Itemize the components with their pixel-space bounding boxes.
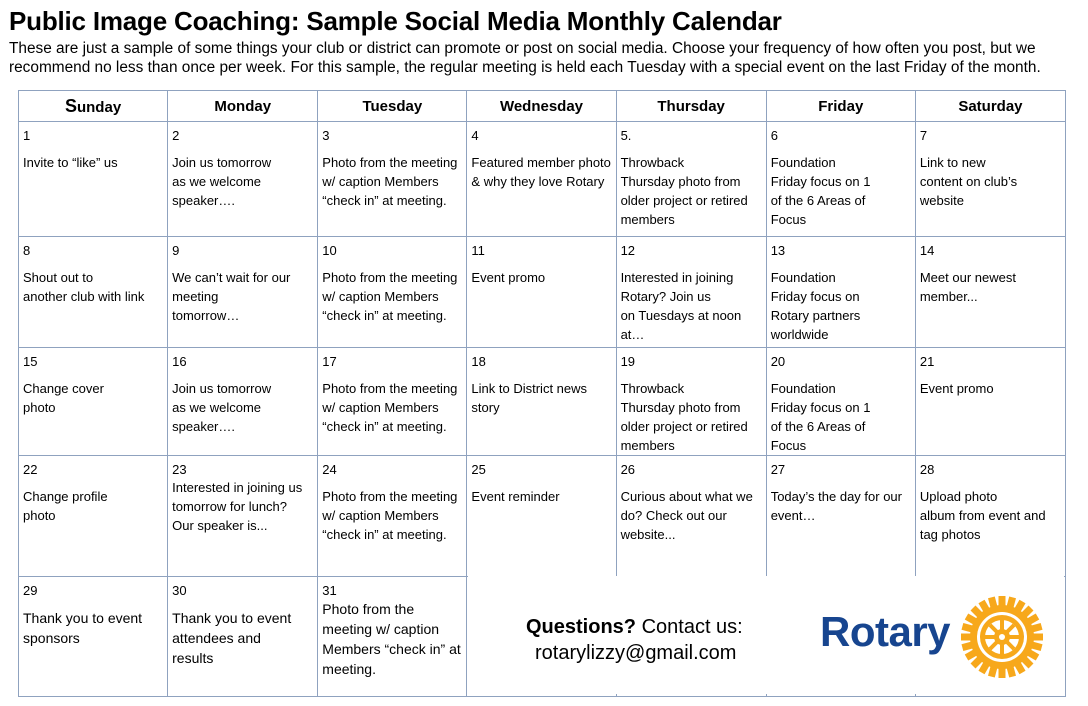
day-number: 15 [23, 354, 38, 369]
day-note: Thank you to event sponsors [23, 610, 143, 646]
day-note: Foundation Friday focus on Rotary partners worldwide [770, 270, 861, 342]
contact-line [526, 616, 743, 639]
day-number: 28 [919, 462, 935, 477]
day-number: 26 [620, 462, 636, 477]
day-number: 2 [172, 128, 180, 143]
day-cell-19 [616, 348, 766, 456]
rotary-wordmark: Rotary [820, 608, 951, 655]
day-number: 1 [23, 128, 31, 143]
day-cell-28 [915, 456, 1065, 577]
day-number: 16 [172, 354, 187, 369]
day-note: Foundation Friday focus on 1 of the 6 Areas of Focus [770, 381, 871, 453]
day-cell-1 [19, 122, 168, 237]
day-number: 22 [23, 462, 38, 477]
day-number: 14 [919, 243, 935, 258]
day-number: 24 [322, 462, 337, 477]
page-title: Public Image Coaching: Sample Social Media Monthly Calendar [9, 6, 782, 36]
day-number: 4 [471, 128, 479, 143]
day-number: 21 [919, 354, 935, 369]
day-note: Featured member photo & why they love Rotary [471, 155, 611, 189]
header-monday: Monday [168, 91, 318, 122]
day-number: 7 [919, 128, 928, 143]
day-note: Photo from the meeting w/ caption Members “check in” at meeting. [322, 155, 458, 208]
day-note: Photo from the meeting w/ caption Members “check in” at meeting. [322, 270, 458, 323]
day-cell-6 [766, 122, 915, 237]
day-cell-15 [19, 348, 168, 456]
day-cell-27 [766, 456, 915, 577]
day-note: Meet our newest member... [919, 270, 1016, 304]
day-cell-30 [168, 577, 318, 697]
day-cell-29 [19, 577, 168, 697]
header-friday: Friday [766, 91, 915, 122]
day-note: Link to new content on club’s website [919, 155, 1018, 208]
day-cell-21 [915, 348, 1065, 456]
day-note: Join us tomorrow as we welcome speaker…. [172, 381, 272, 434]
day-cell-18 [467, 348, 616, 456]
day-note: Interested in joining us tomorrow for lunch? Our speaker is... [172, 480, 303, 533]
day-note: Today’s the day for our event… [770, 489, 902, 523]
day-cell-9 [168, 237, 318, 348]
day-number: 5. [620, 128, 632, 143]
header-saturday: Saturday [915, 91, 1065, 122]
day-cell-4 [467, 122, 616, 237]
day-note: Photo from the meeting w/ caption Members “check in” at meeting. [322, 601, 461, 677]
day-cell-13 [766, 237, 915, 348]
day-number: 30 [172, 583, 187, 598]
day-note: Photo from the meeting w/ caption Members “check in” at meeting. [322, 381, 458, 434]
week-row-1 [19, 122, 1066, 237]
day-note: Shout out to another club with link [23, 270, 145, 304]
day-number: 11 [471, 243, 485, 258]
day-cell-26 [616, 456, 766, 577]
day-number: 13 [770, 243, 786, 258]
day-number: 27 [770, 462, 786, 477]
contact-us-label: Contact us: [636, 616, 743, 638]
day-number: 6 [770, 128, 778, 143]
day-cell-23 [168, 456, 318, 577]
day-note: Invite to “like” us [23, 155, 118, 170]
day-cell-31 [318, 577, 467, 697]
day-number: 8 [23, 243, 31, 258]
day-number: 19 [620, 354, 636, 369]
day-note: Event promo [471, 270, 546, 285]
day-note: Throwback Thursday photo from older project or retired members [620, 381, 748, 453]
day-note: Link to District news story [471, 381, 588, 415]
header-thursday: Thursday [616, 91, 766, 122]
questions-label: Questions? [526, 616, 637, 638]
day-cell-24 [318, 456, 467, 577]
contact-email[interactable]: rotarylizzy@gmail.com [535, 642, 737, 664]
day-note: Foundation Friday focus on 1 of the 6 Areas of Focus [770, 155, 871, 227]
day-cell-14 [915, 237, 1065, 348]
header-tuesday: Tuesday [318, 91, 467, 122]
week-row-3 [19, 348, 1066, 456]
day-cell-20 [766, 348, 915, 456]
rotary-wheel-icon [960, 595, 1044, 679]
day-number: 18 [471, 354, 486, 369]
day-cell-10 [318, 237, 467, 348]
intro-paragraph: These are just a sample of some things your club or district can promote or post on social media. Choose your frequency of how often you post, but we recommend no less than once per week. For this sample, the regular meeting is held each Tuesday with a special event on the last Friday of the month. [9, 40, 1041, 76]
day-note: Event reminder [471, 489, 560, 504]
day-note: Curious about what we do? Check out our website... [620, 489, 753, 542]
day-note: Event promo [919, 381, 994, 396]
day-cell-2 [168, 122, 318, 237]
day-number: 3 [322, 128, 330, 143]
day-cell-16 [168, 348, 318, 456]
day-number: 12 [620, 243, 636, 258]
day-number: 17 [322, 354, 337, 369]
day-note: Photo from the meeting w/ caption Members “check in” at meeting. [322, 489, 458, 542]
day-number: 20 [770, 354, 786, 369]
week-row-2 [19, 237, 1066, 348]
day-note: Upload photo album from event and tag photos [919, 489, 1046, 542]
day-note: Thank you to event attendees and results [172, 610, 292, 666]
day-cell-12 [616, 237, 766, 348]
day-note: Throwback Thursday photo from older project or retired members [620, 155, 748, 227]
day-cell-3 [318, 122, 467, 237]
day-number: 25 [471, 462, 486, 477]
day-number: 29 [23, 583, 38, 598]
week-row-4 [19, 456, 1066, 577]
weekday-header-row [19, 91, 1066, 122]
day-number: 31 [322, 583, 337, 598]
day-note: Interested in joining Rotary? Join us on Tuesdays at noon at… [620, 270, 742, 342]
day-cell-5 [616, 122, 766, 237]
day-cell-8 [19, 237, 168, 348]
day-cell-17 [318, 348, 467, 456]
day-note: Change cover photo [23, 381, 104, 415]
day-note: Change profile photo [23, 489, 108, 523]
rotary-logo [820, 591, 1046, 683]
day-number: 10 [322, 243, 337, 258]
day-cell-7 [915, 122, 1065, 237]
day-note: Join us tomorrow as we welcome speaker…. [172, 155, 272, 208]
day-number: 23 [172, 462, 187, 477]
header-wednesday: Wednesday [467, 91, 616, 122]
header-sunday: Sunday [19, 91, 168, 122]
day-cell-11 [467, 237, 616, 348]
day-cell-25 [467, 456, 616, 577]
day-cell-22 [19, 456, 168, 577]
day-note: We can’t wait for our meeting tomorrow… [172, 270, 291, 323]
day-number: 9 [172, 243, 180, 258]
